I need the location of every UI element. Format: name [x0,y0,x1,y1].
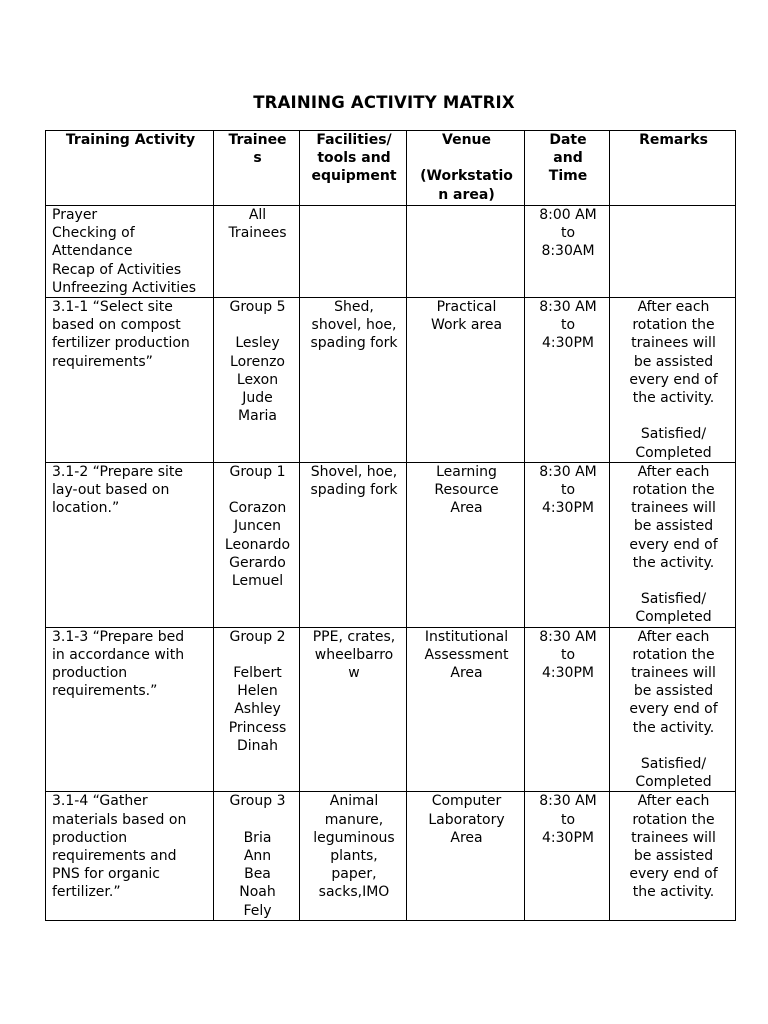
cell-date-time [525,298,610,463]
cell-line: Learning [436,463,497,480]
cell-line: Ashley [234,701,281,718]
cell-line: Trainees [228,225,287,242]
cell-training-activity [46,298,214,463]
cell-line: 8:00 AM [539,207,597,223]
cell-line: Unfreezing Activities [52,279,197,296]
cell-line: rotation the [632,811,715,828]
cell-line: plants, [330,848,378,865]
cell-line: the activity. [632,554,715,571]
cell-line: the activity. [632,390,715,407]
cell-date-time [525,627,610,792]
cell-line: every end of [629,701,718,718]
header-venue: Venue (Workstatio n area) [407,131,525,206]
cell-line: spading fork [310,482,398,499]
cell-line: Institutional [424,628,509,645]
cell-line: Work area [430,317,503,334]
cell-line: Assessment [424,646,509,663]
cell-venue [407,627,525,792]
cell-line: location.” [52,500,120,517]
cell-trainees [214,462,300,627]
cell-line: Satisfied/ [640,756,707,773]
cell-line: Prayer [52,207,98,223]
cell-line: to [560,225,576,242]
cell-line: Helen [237,683,278,700]
cell-facilities [300,792,407,920]
cell-line: Area [450,665,483,682]
cell-line: production [52,829,128,846]
cell-facilities [300,627,407,792]
table-row [46,298,736,463]
cell-line: Resource [434,482,499,499]
cell-line: shovel, hoe, [311,317,397,334]
cell-line: materials based on [52,811,187,828]
cell-line: rotation the [632,317,715,334]
cell-line: Lemuel [231,573,284,590]
cell-remarks [610,462,736,627]
cell-line: manure, [324,811,384,828]
cell-training-activity [46,462,214,627]
cell-line: w [348,665,360,682]
cell-line: Completed [635,774,712,791]
cell-line: to [560,811,576,828]
cell-line: leguminous [313,829,395,846]
cell-line: be assisted [633,848,714,865]
cell-trainees [214,792,300,920]
cell-line: 3.1-1 “Select site [52,299,173,316]
header-training-activity: Training Activity [46,131,214,206]
cell-line: Princess [228,719,287,736]
table-row [46,206,736,298]
cell-training-activity [46,627,214,792]
cell-line: After each [637,793,710,810]
cell-line: 4:30PM [542,335,594,352]
cell-date-time [525,462,610,627]
document-title: TRAINING ACTIVITY MATRIX [253,93,515,112]
cell-line: Area [450,500,483,517]
cell-venue [407,206,525,298]
cell-line: to [560,646,576,663]
cell-line: Shed, [334,299,374,316]
cell-line: 4:30PM [542,500,594,517]
cell-line: 8:30AM [541,243,595,260]
cell-line: Jude [242,390,273,407]
cell-remarks [610,792,736,920]
cell-line: be assisted [633,683,714,700]
header-remarks: Remarks [610,131,736,206]
cell-line: 4:30PM [542,665,594,682]
group-label: Group 1 [229,463,286,480]
training-activity-table [45,130,736,921]
cell-line: be assisted [633,353,714,370]
cell-date-time [525,206,610,298]
group-label: All [248,207,267,223]
cell-line: trainees will [631,829,716,846]
cell-line: Maria [238,408,277,425]
cell-line: wheelbarro [314,646,394,663]
cell-venue [407,298,525,463]
cell-line: Ann [243,848,272,865]
cell-line: to [560,317,576,334]
cell-date-time [525,792,610,920]
cell-line: 8:30 AM [539,793,597,810]
cell-line: lay-out based on [52,482,170,499]
cell-remarks [610,206,736,298]
cell-line: fertilizer production [52,335,190,352]
cell-line: Recap of Activities [52,261,182,278]
cell-facilities [300,206,407,298]
cell-line: requirements” [52,353,153,370]
cell-line: production [52,665,128,682]
cell-line: Checking of [52,225,135,242]
cell-line: Area [450,829,483,846]
cell-line: Gerardo [229,554,286,571]
cell-remarks [610,298,736,463]
cell-line: Shovel, hoe, [310,463,398,480]
header-facilities: Facilities/ tools and equipment [300,131,407,206]
group-label: Group 5 [229,299,286,316]
cell-line: Juncen [233,518,282,535]
cell-line: Bea [244,866,271,883]
cell-line: fertilizer.” [52,884,121,901]
header-trainees: Trainee s [214,131,300,206]
header-row [46,131,736,206]
cell-line: 4:30PM [542,829,594,846]
cell-line: 8:30 AM [539,463,597,480]
cell-trainees [214,206,300,298]
cell-line: Completed [635,444,712,461]
cell-line: 8:30 AM [539,299,597,316]
cell-line: Lexon [236,371,279,388]
cell-line: the activity. [632,719,715,736]
cell-line: rotation the [632,646,715,663]
cell-line: Attendance [52,243,133,260]
cell-line: Felbert [233,665,282,682]
cell-line: requirements and [52,848,177,865]
cell-line: spading fork [310,335,398,352]
cell-line: be assisted [633,518,714,535]
header-date-time: Date and Time [525,131,610,206]
cell-venue [407,792,525,920]
group-label: Group 2 [229,628,286,645]
cell-line: PNS for organic [52,866,160,883]
cell-line: sacks,IMO [318,884,390,901]
cell-line: to [560,482,576,499]
cell-line: Animal [329,793,379,810]
cell-line: the activity. [632,884,715,901]
table-row [46,462,736,627]
cell-facilities [300,298,407,463]
cell-line: Lesley [235,335,280,352]
cell-line: rotation the [632,482,715,499]
cell-line: 8:30 AM [539,628,597,645]
table-body [46,206,736,921]
cell-line: Completed [635,609,712,626]
cell-line: Noah [239,884,276,901]
cell-trainees [214,627,300,792]
cell-line: Dinah [237,737,278,754]
cell-line: Bria [243,829,272,846]
cell-line: 3.1-3 “Prepare bed [52,628,185,645]
cell-line: Lorenzo [230,353,285,370]
cell-trainees [214,298,300,463]
cell-line: Computer [431,793,502,810]
cell-line: After each [637,628,710,645]
group-label: Group 3 [229,793,286,810]
cell-remarks [610,627,736,792]
table-row [46,627,736,792]
cell-line: Leonardo [224,536,291,553]
cell-training-activity [46,792,214,920]
cell-line: every end of [629,371,718,388]
cell-line: trainees will [631,335,716,352]
cell-line: trainees will [631,665,716,682]
cell-facilities [300,462,407,627]
cell-venue [407,462,525,627]
cell-line: 3.1-2 “Prepare site [52,463,184,480]
cell-line: Fely [243,902,272,919]
cell-line: every end of [629,536,718,553]
cell-line: After each [637,299,710,316]
cell-line: After each [637,463,710,480]
cell-line: based on compost [52,317,181,334]
cell-training-activity [46,206,214,298]
cell-line: requirements.” [52,683,158,700]
cell-line: Satisfied/ [640,426,707,443]
cell-line: 3.1-4 “Gather [52,793,148,810]
cell-line: trainees will [631,500,716,517]
cell-line: Corazon [228,500,287,517]
cell-line: PPE, crates, [312,628,396,645]
cell-line: Practical [436,299,497,316]
table-row [46,792,736,920]
cell-line: Laboratory [428,811,505,828]
cell-line: in accordance with [52,646,185,663]
cell-line: every end of [629,866,718,883]
cell-line: Satisfied/ [640,591,707,608]
cell-line: paper, [331,866,377,883]
